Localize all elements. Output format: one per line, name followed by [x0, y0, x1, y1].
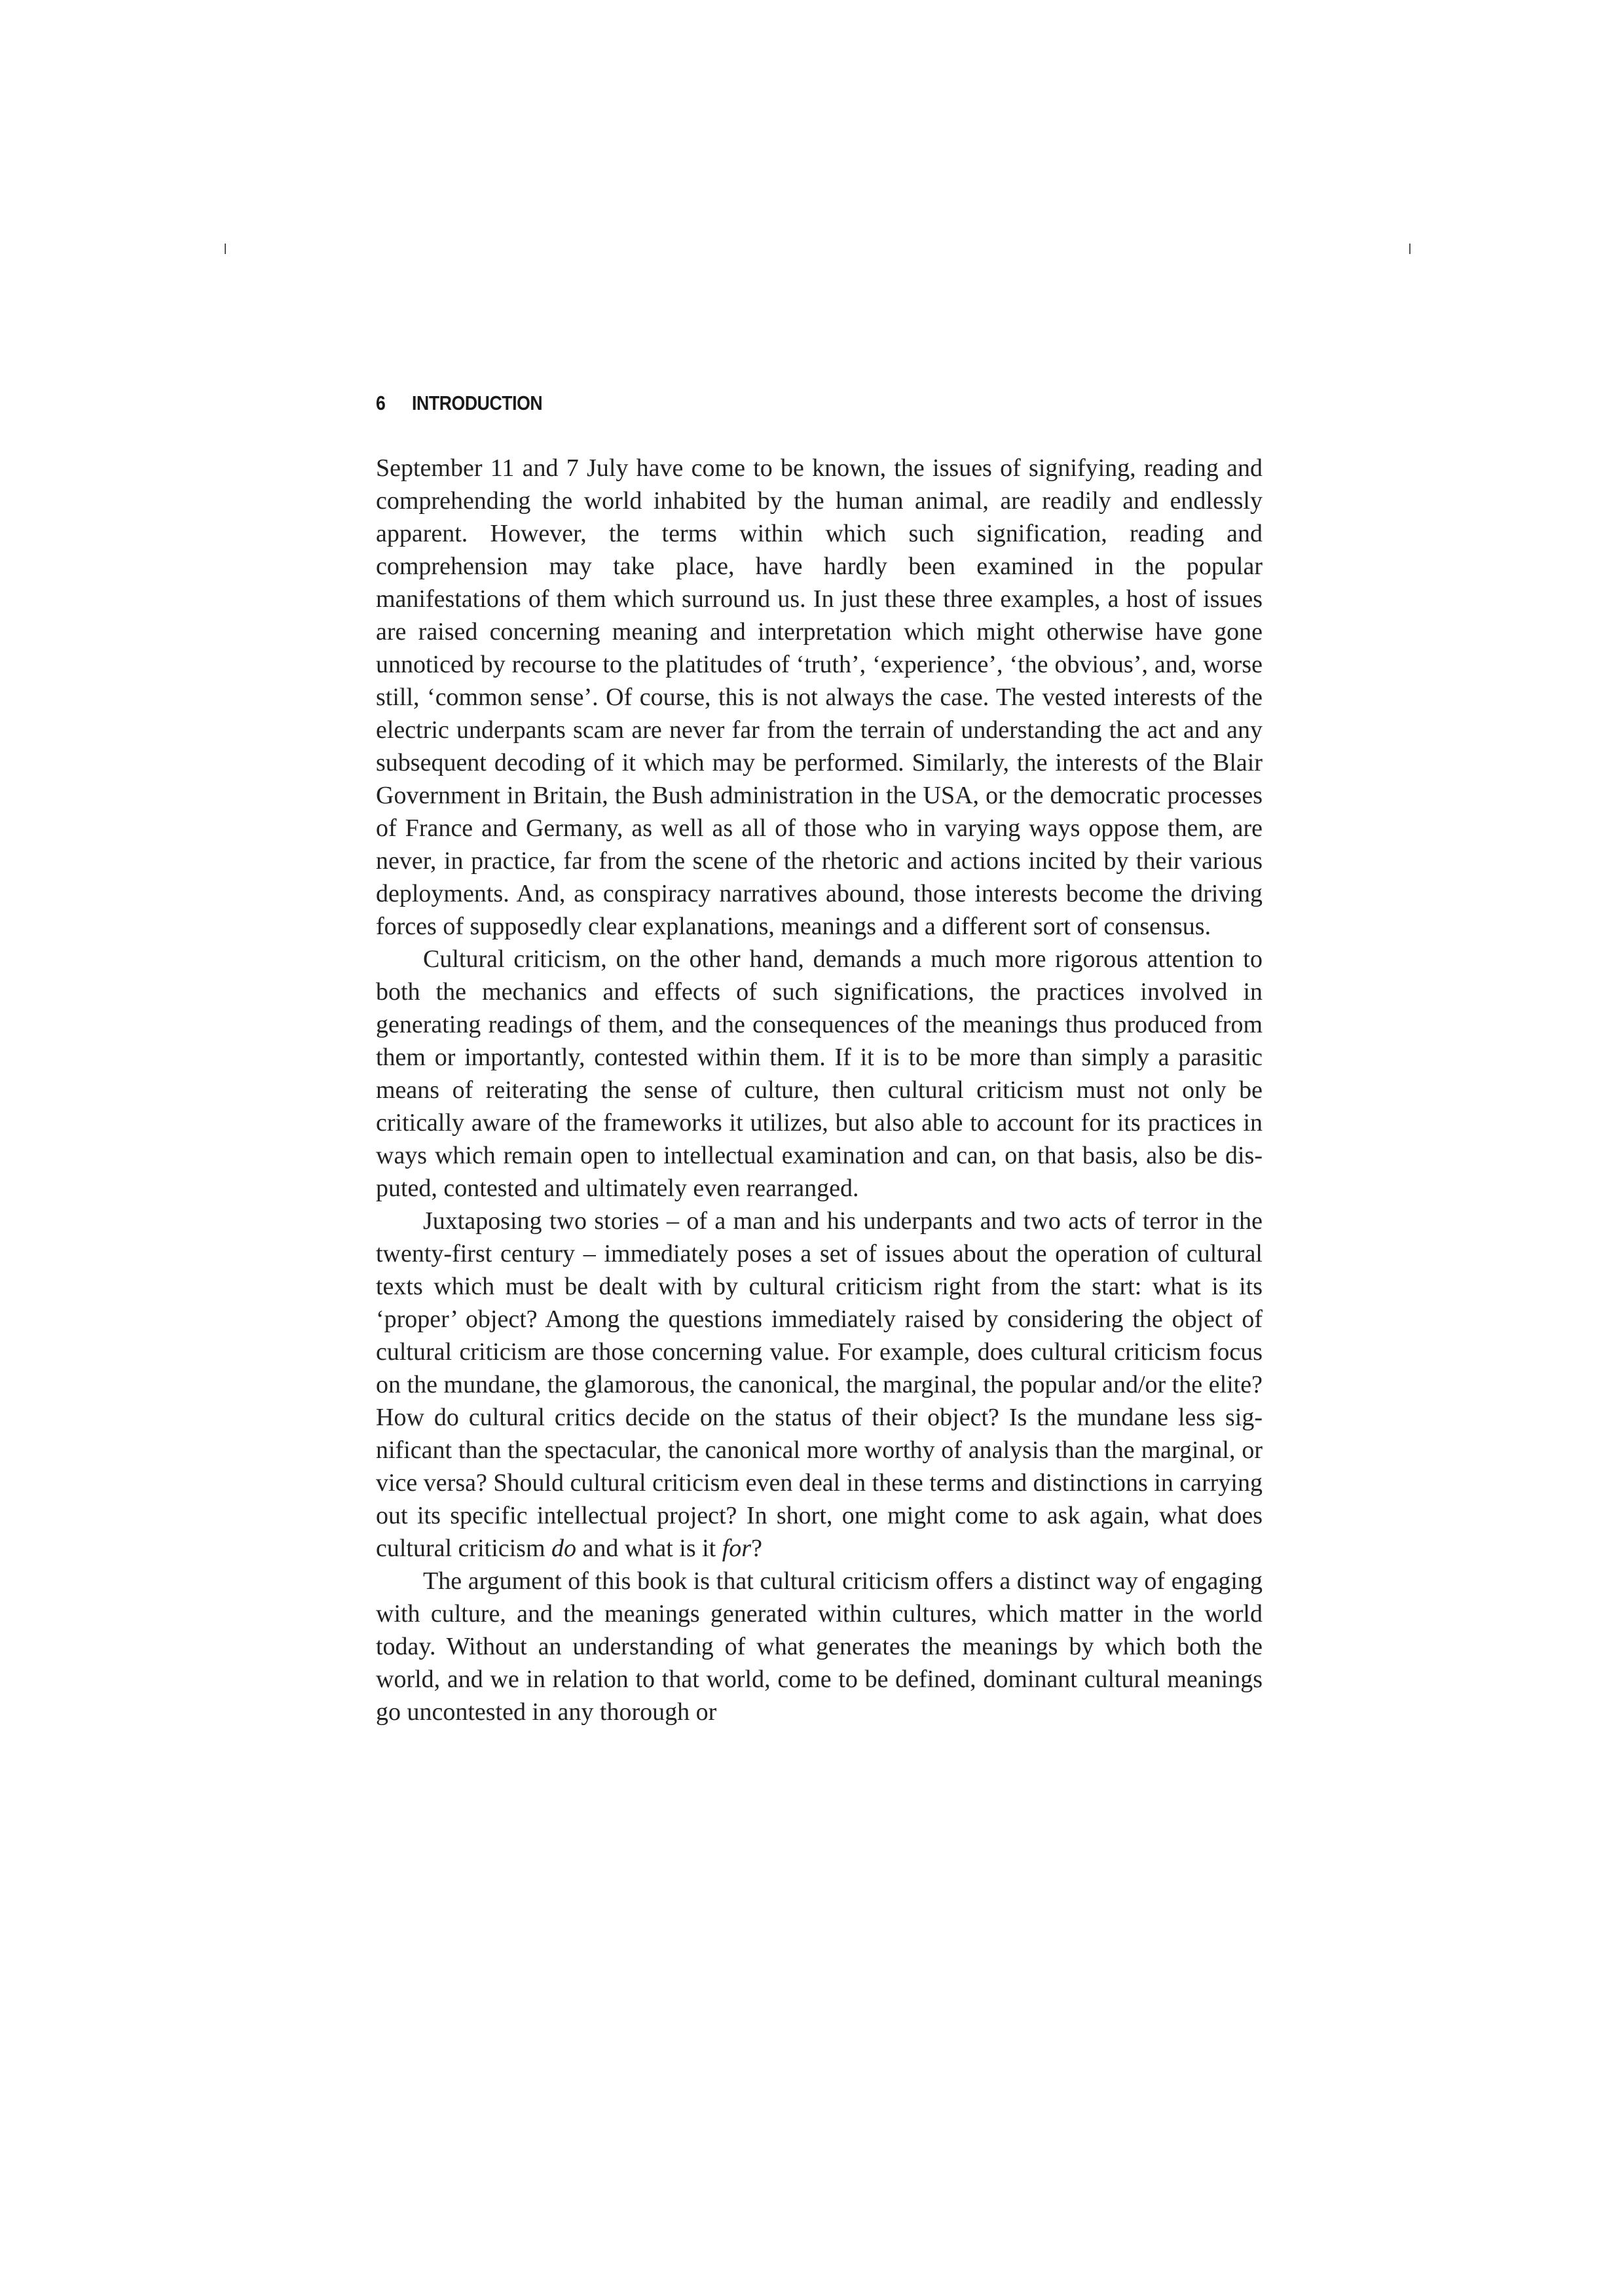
- running-head: [376, 392, 542, 415]
- page-number: 6: [376, 392, 386, 414]
- paragraph-3-text-after: ?: [751, 1535, 762, 1562]
- section-title: INTRODUCTION: [412, 392, 543, 414]
- paragraph-4: The argument of this book is that cultural criticism offers a distinct way of engaging with culture, and the meanings generated within cultures, which matter in the world today. Without an understanding of what generates the meanings by which both the world, and we in relation to that world, come to be defined, dominant cultural meanings go uncontested in any thorough or: [376, 1567, 1263, 1726]
- paragraph-1: September 11 and 7 July have come to be known, the issues of signifying, reading and comprehending the world inhabited by the human animal, are readily and endlessly apparent. However, the terms within which such signification, reading and comprehension may take place, have hardly been examined in the popular manifestations of them which surround us. In just these three examples, a host of issues are raised concerning meaning and interpretation which might otherwise have gone unnoticed by recourse to the platitudes of ‘truth’, ‘experience’, ‘the obvious’, and, worse still, ‘common sense’. Of course, this is not always the case. The vested interests of the electric underpants scam are never far from the terrain of understanding the act and any subsequent decoding of it which may be performed. Similarly, the interests of the Blair Government in Britain, the Bush administration in the USA, or the democratic processes of France and Germany, as well as all of those who in varying ways oppose them, are never, in practice, far from the scene of the rhetoric and actions incited by their various deployments. And, as conspiracy narratives abound, those interests become the driving forces of supposedly clear explanations, meanings and a different sort of consensus.: [376, 454, 1263, 940]
- paragraph-3: [376, 1205, 1263, 1565]
- body-text: [376, 452, 1263, 1728]
- crop-mark-right: [1409, 244, 1411, 254]
- paragraph-3-text-middle: and what is it: [576, 1535, 722, 1562]
- crop-mark-left: [225, 244, 226, 254]
- emphasis-do: do: [551, 1535, 577, 1562]
- paragraph-2: Cultural criticism, on the other hand, demands a much more rigorous attention to both the mechanics and effects of such significations, the practices involved in generating readings of them, and the consequences of the meanings thus produced from them or importantly, contested within them. If it is to be more than simply a parasitic means of reiterating the sense of culture, then cultural criticism must not only be critically aware of the frameworks it utilizes, but also able to account for its practices in ways which remain open to intellectual examination and can, on that basis, also be disputed, contested and ultimately even rearranged.: [376, 945, 1263, 1202]
- emphasis-for: for: [722, 1535, 752, 1562]
- paragraph-3-text-before: Juxtaposing two stories – of a man and his underpants and two acts of terror in the twenty-first century – immediately poses a set of issues about the operation of cultural texts which must be dealt with by cultural criticism right from the start: what is its ‘proper’ object? Among the questions immediately raised by considering the object of cultural criticism are those concerning value. For example, does cultural criticism focus on the mundane, the glamorous, the canonical, the marginal, the popular and/or the elite? How do cultural critics decide on the status of their object? Is the mundane less significant than the spectacular, the canonical more worthy of analysis than the marginal, or vice versa? Should cultural criticism even deal in these terms and distinctions in carrying out its specific intellectual project? In short, one might come to ask again, what does cultural criticism: [376, 1207, 1263, 1562]
